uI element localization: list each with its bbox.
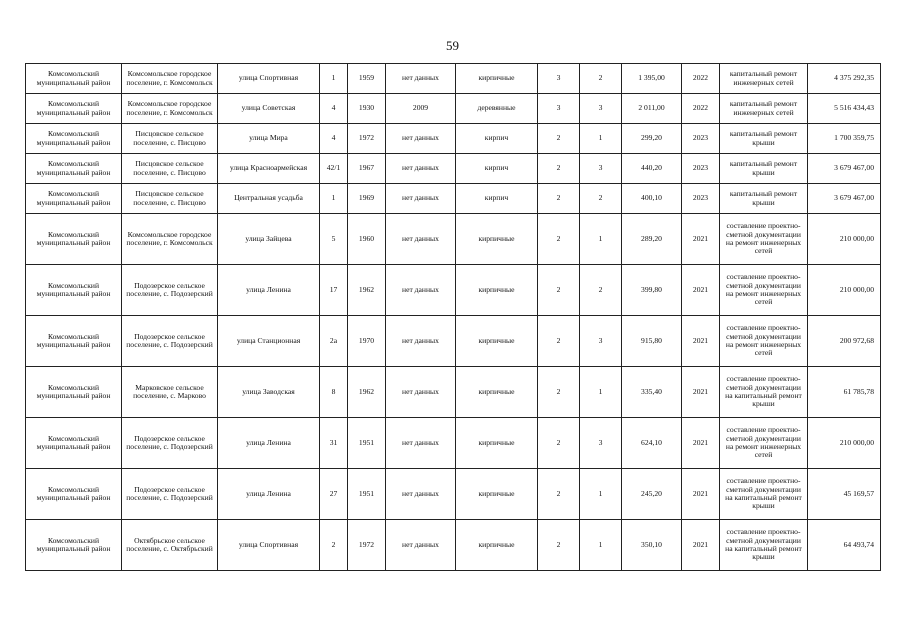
cost-cell: 1 700 359,75 [808, 124, 881, 154]
floors-cell: 2 [538, 469, 580, 520]
settlement-cell: Марковское сельское поселение, с. Марково [122, 367, 218, 418]
renovation-year-cell: нет данных [386, 154, 456, 184]
floors-cell: 3 [538, 64, 580, 94]
district-cell: Комсомольский муниципальный район [26, 316, 122, 367]
plan-year-cell: 2021 [682, 367, 720, 418]
built-year-cell: 1951 [348, 418, 386, 469]
wall-material-cell: кирпич [456, 154, 538, 184]
wall-material-cell: кирпичные [456, 520, 538, 571]
floors-cell: 2 [538, 124, 580, 154]
district-cell: Комсомольский муниципальный район [26, 94, 122, 124]
work-type-cell: составление проектно-сметной документации на ремонт инженерных сетей [720, 316, 808, 367]
district-cell: Комсомольский муниципальный район [26, 184, 122, 214]
table-row [26, 94, 881, 124]
cost-cell: 210 000,00 [808, 418, 881, 469]
plan-year-cell: 2021 [682, 469, 720, 520]
page-number: 59 [446, 38, 459, 53]
work-type-cell: составление проектно-сметной документации на ремонт инженерных сетей [720, 265, 808, 316]
floors-cell: 2 [538, 367, 580, 418]
wall-material-cell: кирпичные [456, 418, 538, 469]
work-type-cell: составление проектно-сметной документации на ремонт инженерных сетей [720, 214, 808, 265]
built-year-cell: 1959 [348, 64, 386, 94]
renovation-year-cell: нет данных [386, 316, 456, 367]
area-cell: 350,10 [622, 520, 682, 571]
area-cell: 335,40 [622, 367, 682, 418]
work-type-cell: капитальный ремонт крыши [720, 154, 808, 184]
entrances-cell: 3 [580, 154, 622, 184]
cost-cell: 4 375 292,35 [808, 64, 881, 94]
entrances-cell: 1 [580, 367, 622, 418]
street-cell: улица Ленина [218, 469, 320, 520]
street-cell: улица Мира [218, 124, 320, 154]
cost-cell: 45 169,57 [808, 469, 881, 520]
built-year-cell: 1960 [348, 214, 386, 265]
entrances-cell: 1 [580, 214, 622, 265]
street-cell: улица Ленина [218, 418, 320, 469]
plan-year-cell: 2022 [682, 64, 720, 94]
work-type-cell: составление проектно-сметной документации на ремонт инженерных сетей [720, 418, 808, 469]
area-cell: 399,80 [622, 265, 682, 316]
plan-year-cell: 2023 [682, 154, 720, 184]
entrances-cell: 1 [580, 469, 622, 520]
settlement-cell: Октябрьское сельское поселение, с. Октябрьский [122, 520, 218, 571]
settlement-cell: Писцовское сельское поселение, с. Писцово [122, 154, 218, 184]
plan-year-cell: 2023 [682, 124, 720, 154]
plan-year-cell: 2021 [682, 265, 720, 316]
work-type-cell: капитальный ремонт крыши [720, 124, 808, 154]
entrances-cell: 1 [580, 520, 622, 571]
table-row [26, 367, 881, 418]
cost-cell: 210 000,00 [808, 214, 881, 265]
entrances-cell: 3 [580, 94, 622, 124]
settlement-cell: Подозерское сельское поселение, с. Подозерский [122, 418, 218, 469]
wall-material-cell: кирпич [456, 184, 538, 214]
table-row [26, 184, 881, 214]
wall-material-cell: кирпичные [456, 316, 538, 367]
floors-cell: 2 [538, 520, 580, 571]
plan-year-cell: 2021 [682, 520, 720, 571]
entrances-cell: 3 [580, 418, 622, 469]
renovation-year-cell: нет данных [386, 64, 456, 94]
area-cell: 2 011,00 [622, 94, 682, 124]
wall-material-cell: кирпичные [456, 214, 538, 265]
built-year-cell: 1962 [348, 265, 386, 316]
table-row [26, 214, 881, 265]
plan-year-cell: 2022 [682, 94, 720, 124]
built-year-cell: 1962 [348, 367, 386, 418]
settlement-cell: Писцовское сельское поселение, с. Писцово [122, 184, 218, 214]
table-row [26, 265, 881, 316]
renovation-year-cell: нет данных [386, 418, 456, 469]
plan-year-cell: 2021 [682, 418, 720, 469]
district-cell: Комсомольский муниципальный район [26, 469, 122, 520]
house-number-cell: 27 [320, 469, 348, 520]
house-number-cell: 5 [320, 214, 348, 265]
renovation-year-cell: нет данных [386, 214, 456, 265]
district-cell: Комсомольский муниципальный район [26, 367, 122, 418]
house-number-cell: 4 [320, 124, 348, 154]
settlement-cell: Комсомольское городское поселение, г. Комсомольск [122, 94, 218, 124]
house-number-cell: 2 [320, 520, 348, 571]
work-type-cell: составление проектно-сметной документации на капитальный ремонт крыши [720, 520, 808, 571]
built-year-cell: 1972 [348, 520, 386, 571]
district-cell: Комсомольский муниципальный район [26, 520, 122, 571]
renovation-year-cell: нет данных [386, 520, 456, 571]
table-row [26, 154, 881, 184]
district-cell: Комсомольский муниципальный район [26, 265, 122, 316]
area-cell: 1 395,00 [622, 64, 682, 94]
district-cell: Комсомольский муниципальный район [26, 214, 122, 265]
table-row [26, 520, 881, 571]
wall-material-cell: кирпичные [456, 367, 538, 418]
renovation-year-cell: нет данных [386, 469, 456, 520]
settlement-cell: Писцовское сельское поселение, с. Писцово [122, 124, 218, 154]
entrances-cell: 2 [580, 184, 622, 214]
area-cell: 245,20 [622, 469, 682, 520]
street-cell: улица Советская [218, 94, 320, 124]
street-cell: улица Станционная [218, 316, 320, 367]
district-cell: Комсомольский муниципальный район [26, 64, 122, 94]
built-year-cell: 1951 [348, 469, 386, 520]
floors-cell: 2 [538, 265, 580, 316]
work-type-cell: составление проектно-сметной документации на капитальный ремонт крыши [720, 367, 808, 418]
house-number-cell: 4 [320, 94, 348, 124]
street-cell: улица Заводская [218, 367, 320, 418]
street-cell: Центральная усадьба [218, 184, 320, 214]
street-cell: улица Красноармейская [218, 154, 320, 184]
district-cell: Комсомольский муниципальный район [26, 154, 122, 184]
entrances-cell: 2 [580, 64, 622, 94]
area-cell: 289,20 [622, 214, 682, 265]
house-number-cell: 17 [320, 265, 348, 316]
house-number-cell: 42/1 [320, 154, 348, 184]
plan-year-cell: 2021 [682, 214, 720, 265]
wall-material-cell: кирпичные [456, 469, 538, 520]
cost-cell: 210 000,00 [808, 265, 881, 316]
built-year-cell: 1972 [348, 124, 386, 154]
cost-cell: 64 493,74 [808, 520, 881, 571]
work-type-cell: составление проектно-сметной документации на капитальный ремонт крыши [720, 469, 808, 520]
table-row [26, 418, 881, 469]
floors-cell: 2 [538, 184, 580, 214]
house-number-cell: 31 [320, 418, 348, 469]
settlement-cell: Комсомольское городское поселение, г. Комсомольск [122, 64, 218, 94]
housing-repair-table [25, 63, 881, 571]
area-cell: 915,80 [622, 316, 682, 367]
renovation-year-cell: нет данных [386, 265, 456, 316]
plan-year-cell: 2021 [682, 316, 720, 367]
cost-cell: 3 679 467,00 [808, 184, 881, 214]
settlement-cell: Подозерское сельское поселение, с. Подозерский [122, 265, 218, 316]
built-year-cell: 1967 [348, 154, 386, 184]
area-cell: 299,20 [622, 124, 682, 154]
house-number-cell: 2а [320, 316, 348, 367]
settlement-cell: Подозерское сельское поселение, с. Подозерский [122, 316, 218, 367]
area-cell: 440,20 [622, 154, 682, 184]
built-year-cell: 1970 [348, 316, 386, 367]
wall-material-cell: кирпичные [456, 265, 538, 316]
built-year-cell: 1969 [348, 184, 386, 214]
cost-cell: 5 516 434,43 [808, 94, 881, 124]
table-row [26, 469, 881, 520]
built-year-cell: 1930 [348, 94, 386, 124]
cost-cell: 61 785,78 [808, 367, 881, 418]
area-cell: 624,10 [622, 418, 682, 469]
floors-cell: 2 [538, 316, 580, 367]
house-number-cell: 1 [320, 184, 348, 214]
cost-cell: 3 679 467,00 [808, 154, 881, 184]
house-number-cell: 8 [320, 367, 348, 418]
floors-cell: 2 [538, 154, 580, 184]
floors-cell: 2 [538, 418, 580, 469]
floors-cell: 3 [538, 94, 580, 124]
table-row [26, 316, 881, 367]
wall-material-cell: деревянные [456, 94, 538, 124]
table-row [26, 124, 881, 154]
work-type-cell: капитальный ремонт инженерных сетей [720, 64, 808, 94]
cost-cell: 200 972,68 [808, 316, 881, 367]
entrances-cell: 2 [580, 265, 622, 316]
plan-year-cell: 2023 [682, 184, 720, 214]
floors-cell: 2 [538, 214, 580, 265]
street-cell: улица Спортивная [218, 64, 320, 94]
renovation-year-cell: 2009 [386, 94, 456, 124]
area-cell: 400,10 [622, 184, 682, 214]
entrances-cell: 3 [580, 316, 622, 367]
settlement-cell: Комсомольское городское поселение, г. Комсомольск [122, 214, 218, 265]
street-cell: улица Ленина [218, 265, 320, 316]
district-cell: Комсомольский муниципальный район [26, 124, 122, 154]
house-number-cell: 1 [320, 64, 348, 94]
street-cell: улица Спортивная [218, 520, 320, 571]
renovation-year-cell: нет данных [386, 184, 456, 214]
renovation-year-cell: нет данных [386, 367, 456, 418]
renovation-year-cell: нет данных [386, 124, 456, 154]
wall-material-cell: кирпич [456, 124, 538, 154]
street-cell: улица Зайцева [218, 214, 320, 265]
table-row [26, 64, 881, 94]
district-cell: Комсомольский муниципальный район [26, 418, 122, 469]
settlement-cell: Подозерское сельское поселение, с. Подозерский [122, 469, 218, 520]
entrances-cell: 1 [580, 124, 622, 154]
work-type-cell: капитальный ремонт инженерных сетей [720, 94, 808, 124]
work-type-cell: капитальный ремонт крыши [720, 184, 808, 214]
wall-material-cell: кирпичные [456, 64, 538, 94]
